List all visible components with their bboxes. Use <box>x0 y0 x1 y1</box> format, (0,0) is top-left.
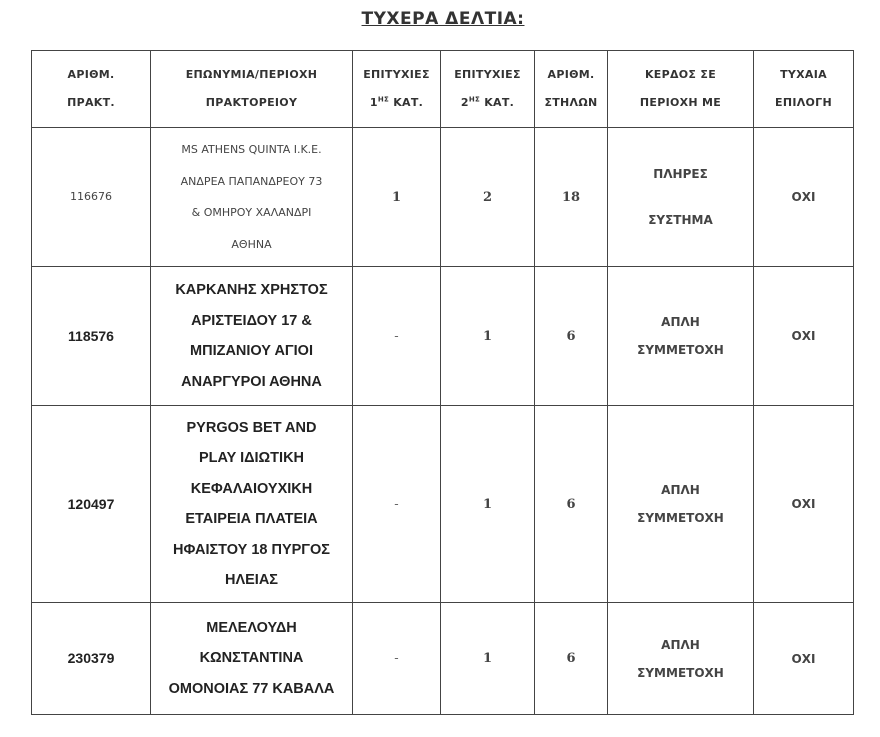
header-wins-category-2 <box>441 51 535 128</box>
agency-line: PYRGOS BET AND <box>186 419 317 436</box>
agency-line: ΑΘΗΝΑ <box>231 237 272 251</box>
random-pick-cell: ΟΧΙ <box>754 603 854 715</box>
wins-cat2-cell: 1 <box>441 267 535 406</box>
header-win-type <box>608 51 754 128</box>
win-type-line: ΣΥΣΤΗΜΑ <box>648 213 713 227</box>
agency-number-cell: 118576 <box>32 267 151 406</box>
header-label: ΑΡΙΘΜ. <box>547 68 595 81</box>
agency-line: ΑΝΔΡΕΑ ΠΑΠΑΝΔΡΕΟΥ 73 <box>180 174 323 188</box>
random-pick-cell: ΟΧΙ <box>754 406 854 603</box>
header-label: ΤΥΧΑΙΑ <box>780 68 827 81</box>
table-row <box>32 406 854 603</box>
win-type-line: ΣΥΜΜΕΤΟΧΗ <box>637 343 724 357</box>
header-label: ΠΡΑΚΤΟΡΕΙΟΥ <box>205 96 298 109</box>
wins-cat1-cell: - <box>353 406 441 603</box>
agency-line: ΗΛΕΙΑΣ <box>224 572 278 588</box>
header-label: 2 <box>460 96 469 109</box>
agency-number-cell: 120497 <box>32 406 151 603</box>
wins-cat1-cell: - <box>353 267 441 406</box>
agency-name-cell <box>151 603 353 715</box>
agency-line: & ΟΜΗΡΟΥ ΧΑΛΑΝΔΡΙ <box>191 206 312 219</box>
header-label: ΣΤΗΛΩΝ <box>544 96 598 109</box>
header-label: ΑΡΙΘΜ. <box>67 68 115 81</box>
columns-cell: 6 <box>535 603 608 715</box>
win-type-line: ΣΥΜΜΕΤΟΧΗ <box>637 511 724 525</box>
agency-line: ΕΤΑΙΡΕΙΑ ΠΛΑΤΕΙΑ <box>185 511 318 527</box>
header-label: 1 <box>369 96 378 109</box>
header-label: ΕΠΙΤΥΧΙΕΣ <box>454 68 521 81</box>
header-label: ΕΠΩΝΥΜΙΑ/ΠΕΡΙΟΧΗ <box>185 68 318 81</box>
agency-line: ΜΠΙΖΑΝΙΟΥ ΑΓΙΟΙ <box>190 343 313 359</box>
header-wins-category-1 <box>353 51 441 128</box>
header-agency-name <box>151 51 353 128</box>
header-label: ΠΡΑΚΤ. <box>67 96 115 109</box>
winning-tickets-table <box>31 50 854 715</box>
agency-number-cell: 230379 <box>32 603 151 715</box>
header-label: ΚΑΤ. <box>480 96 515 109</box>
wins-cat2-cell: 1 <box>441 406 535 603</box>
agency-line: ΑΡΙΣΤΕΙΔΟΥ 17 & <box>191 312 312 329</box>
win-type-line: ΠΛΗΡΕΣ <box>653 167 708 181</box>
agency-line: ΟΜΟΝΟΙΑΣ 77 ΚΑΒΑΛΑ <box>168 680 335 697</box>
wins-cat2-cell: 2 <box>441 128 535 267</box>
header-columns-count <box>535 51 608 128</box>
win-type-line: ΣΥΜΜΕΤΟΧΗ <box>637 665 724 680</box>
table-row <box>32 603 854 715</box>
agency-line: PLAY ΙΔΙΩΤΙΚΗ <box>198 450 305 466</box>
header-agency-number <box>32 51 151 128</box>
agency-name-cell <box>151 267 353 406</box>
win-type-cell <box>608 406 754 603</box>
columns-cell: 6 <box>535 406 608 603</box>
win-type-cell <box>608 603 754 715</box>
agency-line: MS ATHENS QUINTA I.K.E. <box>181 143 322 156</box>
win-type-line: ΑΠΛΗ <box>661 637 700 652</box>
header-label: ΚΑΤ. <box>389 96 424 109</box>
agency-line: ΜΕΛΕΛΟΥΔΗ <box>206 619 297 636</box>
table-row <box>32 128 854 267</box>
document-title: ΤΥΧΕΡΑ ΔΕΛΤΙΑ: <box>361 9 525 29</box>
win-type-cell <box>608 267 754 406</box>
header-label: ΕΠΙΛΟΓΗ <box>775 96 832 109</box>
header-superscript: ΗΣ <box>468 95 481 104</box>
agency-name-cell <box>151 406 353 603</box>
agency-line: ΚΑΡΚΑΝΗΣ ΧΡΗΣΤΟΣ <box>175 282 328 298</box>
header-label: ΚΕΡΔΟΣ ΣΕ <box>644 68 717 81</box>
header-random-pick <box>754 51 854 128</box>
columns-cell: 18 <box>535 128 608 267</box>
agency-number-cell: 116676 <box>32 128 151 267</box>
wins-cat1-cell: 1 <box>353 128 441 267</box>
random-pick-cell: ΟΧΙ <box>754 128 854 267</box>
wins-cat1-cell: - <box>353 603 441 715</box>
table-row <box>32 267 854 406</box>
table-header-row <box>32 51 854 128</box>
win-type-line: ΑΠΛΗ <box>661 315 700 329</box>
agency-line: ΗΦΑΙΣΤΟΥ 18 ΠΥΡΓΟΣ <box>172 541 331 558</box>
wins-cat2-cell: 1 <box>441 603 535 715</box>
random-pick-cell: ΟΧΙ <box>754 267 854 406</box>
agency-name-cell <box>151 128 353 267</box>
header-label: ΠΕΡΙΟΧΗ ΜΕ <box>639 96 722 109</box>
agency-line: ΚΩΝΣΤΑΝΤΙΝΑ <box>199 650 304 667</box>
win-type-cell <box>608 128 754 267</box>
header-superscript: ΗΣ <box>377 95 390 104</box>
agency-line: ΚΕΦΑΛΑΙΟΥΧΙΚΗ <box>190 480 313 497</box>
header-label: ΕΠΙΤΥΧΙΕΣ <box>363 68 430 81</box>
columns-cell: 6 <box>535 267 608 406</box>
win-type-line: ΑΠΛΗ <box>661 483 700 497</box>
agency-line: ΑΝΑΡΓΥΡΟΙ ΑΘΗΝΑ <box>181 373 322 390</box>
